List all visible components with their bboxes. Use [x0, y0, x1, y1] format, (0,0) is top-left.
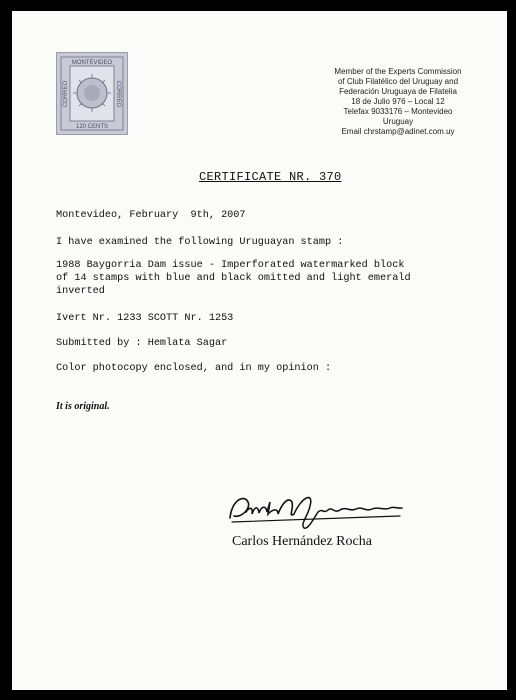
certificate-title: CERTIFICATE NR. 370 — [199, 170, 342, 184]
stamp-right-text: CORREO — [115, 80, 121, 108]
description-line: of 14 stamps with blue and black omitted and light emerald — [56, 273, 411, 284]
signer-name: Carlos Hernández Rocha — [232, 534, 372, 549]
intro-text: I have examined the following Uruguayan stamp : — [56, 237, 344, 248]
header-line: Uruguay — [382, 117, 414, 126]
stamp-bottom-text: 120 CENTS — [75, 124, 109, 130]
handwritten-signature — [222, 488, 408, 532]
submitted-by: Submitted by : Hemlata Sagar — [56, 338, 228, 349]
header-line: 18 de Julio 976 – Local 12 — [351, 97, 445, 106]
stamp-image — [56, 52, 128, 135]
opinion-text: Color photocopy enclosed, and in my opinion : — [56, 363, 332, 374]
verdict-text: It is original. — [56, 401, 110, 412]
description-line: 1988 Baygorria Dam issue - Imperforated watermarked block — [56, 260, 405, 271]
expert-contact-header — [324, 67, 472, 137]
stamp-top-text: MONTEVIDEO — [71, 60, 113, 66]
header-line: Federación Uruguaya de Filatelia — [339, 87, 457, 96]
header-line: Member of the Experts Commission — [334, 67, 462, 76]
stamp-left-text: CORREO — [63, 80, 69, 108]
header-line: Telefax 9033176 – Montevideo — [343, 107, 453, 116]
header-line: of Club Filatélico del Uruguay and — [337, 77, 459, 86]
header-line: Email chrstamp@adinet.com.uy — [341, 127, 455, 136]
description-line: inverted — [56, 286, 105, 297]
catalog-numbers: Ivert Nr. 1233 SCOTT Nr. 1253 — [56, 313, 234, 324]
place-date: Montevideo, February 9th, 2007 — [56, 210, 246, 221]
